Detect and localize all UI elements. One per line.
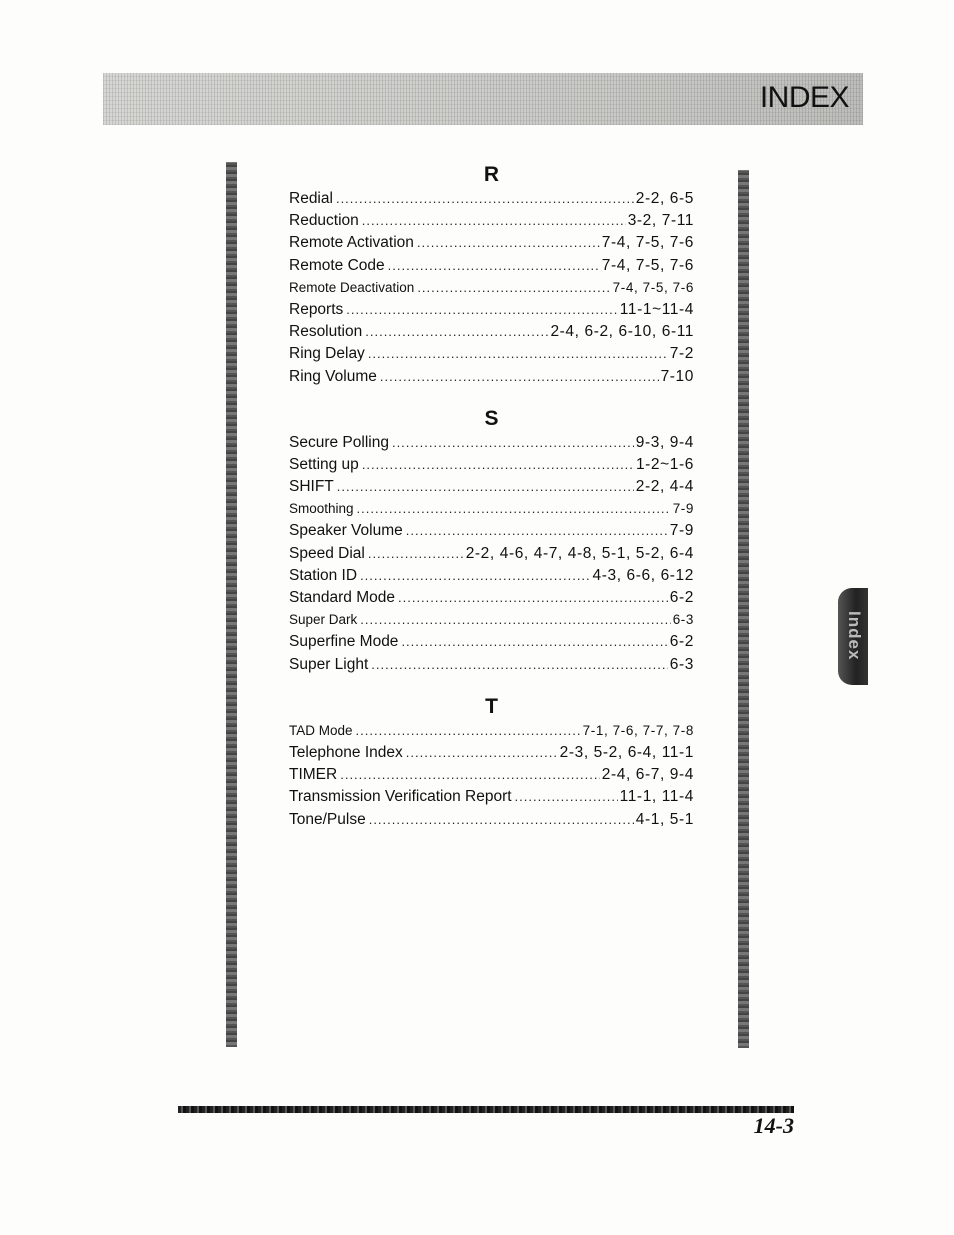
section-letter: R xyxy=(483,163,500,186)
entry-pages: 6-2 xyxy=(669,589,694,606)
dot-leader xyxy=(380,366,659,388)
index-entry xyxy=(289,565,694,587)
index-entry xyxy=(289,587,694,609)
chapter-tab xyxy=(838,588,868,685)
entry-term: Superfine Mode xyxy=(289,633,399,651)
index-entry xyxy=(289,720,694,742)
entry-pages: 6-2 xyxy=(669,633,694,651)
dot-leader xyxy=(336,188,634,210)
dot-leader xyxy=(371,654,668,676)
entry-term: TAD Mode xyxy=(289,722,353,738)
right-column-rule xyxy=(738,170,749,1048)
entry-term: Station ID xyxy=(289,566,358,584)
entry-pages: 2-4, 6-2, 6-10, 6-11 xyxy=(550,323,694,341)
index-column xyxy=(289,162,694,831)
entry-pages: 7-9 xyxy=(672,501,694,517)
page-title: INDEX xyxy=(759,81,849,114)
entry-pages: 7-2 xyxy=(669,345,694,363)
entry-list xyxy=(289,720,694,831)
index-section-s xyxy=(289,406,694,676)
index-entry xyxy=(289,277,694,299)
entry-pages: 6-3 xyxy=(672,612,694,628)
dot-leader xyxy=(417,277,610,299)
dot-leader xyxy=(515,786,618,808)
header-band xyxy=(103,73,863,125)
index-entry xyxy=(289,764,694,786)
dot-leader xyxy=(337,476,634,498)
dot-leader xyxy=(406,520,668,542)
entry-pages: 2-4, 6-7, 9-4 xyxy=(601,766,694,784)
index-entry xyxy=(289,498,694,520)
page-number: 14-3 xyxy=(753,1113,794,1138)
index-entry xyxy=(289,631,694,653)
dot-leader xyxy=(401,631,667,653)
entry-term: Resolution xyxy=(289,323,363,341)
section-letter: S xyxy=(484,406,499,430)
entry-pages: 2-2, 4-4 xyxy=(635,478,694,496)
entry-term: Smoothing xyxy=(289,501,354,517)
section-spacer xyxy=(289,676,694,694)
entry-pages: 11-1, 11-4 xyxy=(619,788,694,806)
index-entry xyxy=(289,520,694,542)
index-entry xyxy=(289,299,694,321)
index-entry xyxy=(289,321,694,343)
index-entry xyxy=(289,654,694,676)
index-entry xyxy=(289,786,694,808)
dot-leader xyxy=(406,742,558,764)
index-entry xyxy=(289,543,694,565)
entry-term: Reduction xyxy=(289,212,359,230)
dot-leader xyxy=(357,498,671,520)
entry-list xyxy=(289,432,694,676)
index-entry xyxy=(289,188,694,210)
entry-list xyxy=(289,188,694,388)
dot-leader xyxy=(360,609,670,631)
entry-term: Secure Polling xyxy=(289,433,389,451)
index-entry xyxy=(289,232,694,254)
entry-pages: 11-1~11-4 xyxy=(619,300,694,318)
entry-term: Standard Mode xyxy=(289,589,395,606)
entry-pages: 7-1, 7-6, 7-7, 7-8 xyxy=(582,722,694,738)
index-entry xyxy=(289,454,694,476)
index-section-t xyxy=(289,694,694,831)
dot-leader xyxy=(392,432,634,454)
entry-term: Setting up xyxy=(289,455,359,473)
chapter-tab-label: Index xyxy=(845,611,864,661)
index-section-r xyxy=(289,162,694,388)
entry-term: SHIFT xyxy=(289,478,334,496)
entry-term: Speed Dial xyxy=(289,544,365,562)
entry-term: Super Dark xyxy=(289,612,358,628)
entry-term: Reports xyxy=(289,300,344,318)
entry-pages: 2-2, 4-6, 4-7, 4-8, 5-1, 5-2, 6-4 xyxy=(465,544,694,562)
dot-leader xyxy=(362,210,626,232)
entry-pages: 2-3, 5-2, 6-4, 11-1 xyxy=(559,743,694,761)
entry-pages: 7-9 xyxy=(669,522,694,540)
entry-pages: 4-1, 5-1 xyxy=(635,810,694,828)
dot-leader xyxy=(362,454,634,476)
dot-leader xyxy=(388,255,600,277)
entry-term: Redial xyxy=(289,190,333,207)
dot-leader xyxy=(346,299,618,321)
section-letter: T xyxy=(485,694,498,718)
entry-pages: 9-3, 9-4 xyxy=(635,433,694,451)
dot-leader xyxy=(340,764,600,786)
entry-pages: 6-3 xyxy=(669,655,694,673)
index-entry xyxy=(289,432,694,454)
entry-pages: 2-2, 6-5 xyxy=(635,190,694,207)
entry-pages: 7-4, 7-5, 7-6 xyxy=(601,234,694,252)
entry-term: Tone/Pulse xyxy=(289,810,366,828)
index-entry xyxy=(289,609,694,631)
entry-pages: 7-4, 7-5, 7-6 xyxy=(612,279,694,295)
entry-pages: 7-10 xyxy=(660,367,694,385)
entry-pages: 4-3, 6-6, 6-12 xyxy=(592,566,694,584)
dot-leader xyxy=(417,232,600,254)
dot-leader xyxy=(365,321,548,343)
entry-term: Ring Volume xyxy=(289,367,377,385)
entry-term: Ring Delay xyxy=(289,345,365,363)
entry-term: Speaker Volume xyxy=(289,522,403,540)
entry-term: Transmission Verification Report xyxy=(289,788,512,806)
dot-leader xyxy=(369,809,634,831)
footer-rule xyxy=(178,1106,794,1113)
entry-pages: 1-2~1-6 xyxy=(635,455,694,473)
entry-term: Telephone Index xyxy=(289,743,403,761)
index-entry xyxy=(289,343,694,365)
section-spacer xyxy=(289,388,694,406)
index-entry xyxy=(289,210,694,232)
dot-leader xyxy=(368,543,464,565)
entry-pages: 7-4, 7-5, 7-6 xyxy=(601,256,694,274)
left-column-rule xyxy=(226,162,237,1047)
index-entry xyxy=(289,255,694,277)
entry-term: Remote Deactivation xyxy=(289,279,415,295)
dot-leader xyxy=(398,587,668,609)
dot-leader xyxy=(356,720,581,742)
dot-leader xyxy=(368,343,668,365)
entry-term: TIMER xyxy=(289,766,338,784)
index-entry xyxy=(289,476,694,498)
entry-term: Remote Code xyxy=(289,256,385,274)
index-entry xyxy=(289,809,694,831)
entry-pages: 3-2, 7-11 xyxy=(627,212,694,230)
dot-leader xyxy=(360,565,590,587)
entry-term: Remote Activation xyxy=(289,234,414,252)
index-entry xyxy=(289,742,694,764)
index-entry xyxy=(289,366,694,388)
entry-term: Super Light xyxy=(289,655,369,673)
